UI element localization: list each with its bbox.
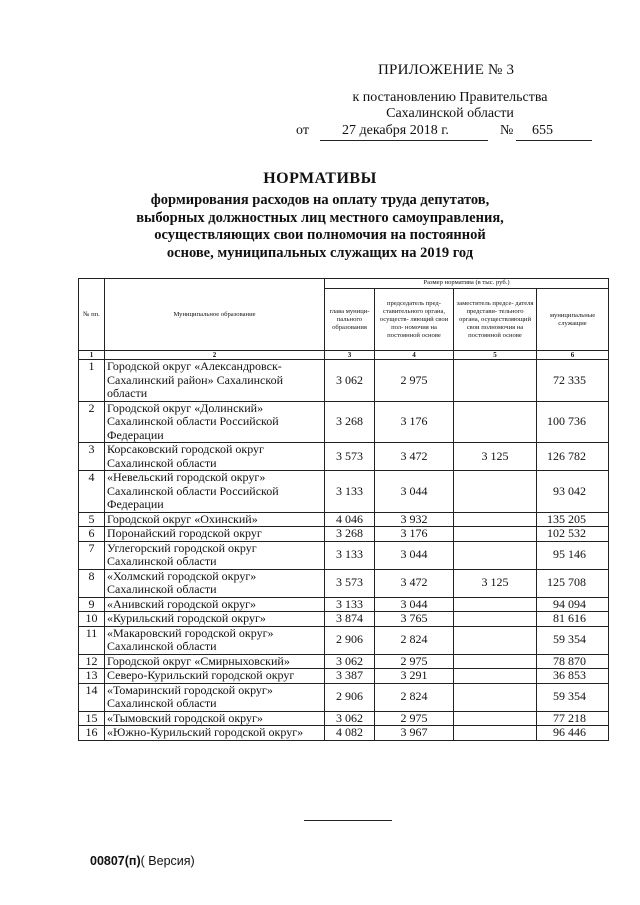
head-norm-value: 2 906	[325, 683, 375, 711]
chair-norm-value: 3 044	[375, 597, 454, 612]
head-norm-value: 3 573	[325, 443, 375, 471]
municipality-name: Северо-Курильский городской округ	[105, 669, 325, 684]
chair-norm-value: 2 824	[375, 683, 454, 711]
head-norm-value: 3 874	[325, 612, 375, 627]
document-subtitle	[0, 192, 640, 262]
deputy-norm-value	[454, 541, 537, 569]
table-row	[79, 597, 609, 612]
document-code-number: 00807(п)	[90, 854, 141, 868]
employees-norm-value: 81 616	[537, 612, 609, 627]
employees-norm-value: 93 042	[537, 471, 609, 513]
table-row	[79, 443, 609, 471]
chair-norm-value: 3 472	[375, 569, 454, 597]
row-number: 3	[79, 443, 105, 471]
column-header-head: глава муници- пального образования	[325, 289, 375, 351]
resolution-line: к постановлению Правительства	[352, 90, 548, 105]
column-header-municipality: Муниципальное образование	[105, 279, 325, 351]
employees-norm-value: 100 736	[537, 401, 609, 443]
head-norm-value: 3 387	[325, 669, 375, 684]
municipality-name: Поронайский городской округ	[105, 527, 325, 542]
table-row	[79, 654, 609, 669]
table-row	[79, 726, 609, 741]
employees-norm-value: 94 094	[537, 597, 609, 612]
municipality-name: Углегорский городской округ Сахалинской области	[105, 541, 325, 569]
row-number: 7	[79, 541, 105, 569]
head-norm-value: 3 133	[325, 541, 375, 569]
chair-norm-value: 2 975	[375, 654, 454, 669]
appendix-title: ПРИЛОЖЕНИЕ № 3	[378, 62, 515, 78]
municipality-name: «Тымовский городской округ»	[105, 711, 325, 726]
table-row	[79, 512, 609, 527]
row-number: 2	[79, 401, 105, 443]
municipality-name: Городской округ «Александровск-Сахалинский район» Сахалинской области	[105, 360, 325, 402]
subtitle-line: выборных должностных лиц местного самоуправления,	[136, 209, 504, 226]
number-label: №	[500, 123, 514, 138]
deputy-norm-value	[454, 512, 537, 527]
row-number: 12	[79, 654, 105, 669]
municipality-name: «Невельский городской округ» Сахалинской области Российской Федерации	[105, 471, 325, 513]
table-row	[79, 683, 609, 711]
row-number: 6	[79, 527, 105, 542]
subtitle-line: основе, муниципальных служащих на 2019 год	[166, 244, 474, 261]
document-code	[90, 854, 195, 868]
deputy-norm-value: 3 125	[454, 569, 537, 597]
municipality-name: Корсаковский городской округ Сахалинской области	[105, 443, 325, 471]
row-number: 1	[79, 360, 105, 402]
resolution-number: 655	[532, 123, 553, 138]
deputy-norm-value	[454, 612, 537, 627]
table-row	[79, 711, 609, 726]
column-number: 3	[325, 351, 375, 360]
deputy-norm-value	[454, 711, 537, 726]
table-body	[79, 360, 609, 741]
norms-table	[78, 278, 609, 741]
row-number: 8	[79, 569, 105, 597]
chair-norm-value: 3 176	[375, 527, 454, 542]
table-row	[79, 669, 609, 684]
municipality-name: Городской округ «Охинский»	[105, 512, 325, 527]
row-number: 10	[79, 612, 105, 627]
subtitle-line: осуществляющих свои полномочия на постоянной	[154, 227, 486, 243]
row-number: 5	[79, 512, 105, 527]
column-number: 6	[537, 351, 609, 360]
head-norm-value: 3 133	[325, 471, 375, 513]
row-number: 15	[79, 711, 105, 726]
employees-norm-value: 126 782	[537, 443, 609, 471]
chair-norm-value: 2 975	[375, 360, 454, 402]
head-norm-value: 3 062	[325, 711, 375, 726]
document-title: НОРМАТИВЫ	[263, 170, 377, 187]
municipality-name: «Южно-Курильский городской округ»	[105, 726, 325, 741]
table-row	[79, 401, 609, 443]
chair-norm-value: 3 291	[375, 669, 454, 684]
table-row	[79, 527, 609, 542]
employees-norm-value: 59 354	[537, 626, 609, 654]
region-line: Сахалинской области	[386, 106, 514, 121]
row-number: 9	[79, 597, 105, 612]
row-number: 14	[79, 683, 105, 711]
date-underline	[320, 140, 488, 141]
chair-norm-value: 3 176	[375, 401, 454, 443]
footer-divider	[304, 820, 392, 821]
head-norm-value: 3 268	[325, 401, 375, 443]
number-underline	[516, 140, 592, 141]
employees-norm-value: 77 218	[537, 711, 609, 726]
row-number: 13	[79, 669, 105, 684]
employees-norm-value: 96 446	[537, 726, 609, 741]
head-norm-value: 4 082	[325, 726, 375, 741]
deputy-norm-value: 3 125	[454, 443, 537, 471]
column-number: 1	[79, 351, 105, 360]
column-number: 5	[454, 351, 537, 360]
chair-norm-value: 2 975	[375, 711, 454, 726]
table-row	[79, 360, 609, 402]
chair-norm-value: 3 044	[375, 541, 454, 569]
table-row	[79, 569, 609, 597]
deputy-norm-value	[454, 401, 537, 443]
deputy-norm-value	[454, 726, 537, 741]
table-row	[79, 626, 609, 654]
municipality-name: Городской округ «Смирныховский»	[105, 654, 325, 669]
resolution-date-row	[296, 123, 616, 143]
employees-norm-value: 102 532	[537, 527, 609, 542]
municipality-name: «Анивский городской округ»	[105, 597, 325, 612]
employees-norm-value: 36 853	[537, 669, 609, 684]
deputy-norm-value	[454, 597, 537, 612]
column-number: 4	[375, 351, 454, 360]
chair-norm-value: 3 765	[375, 612, 454, 627]
column-number: 2	[105, 351, 325, 360]
head-norm-value: 3 268	[325, 527, 375, 542]
municipality-name: «Томаринский городской округ» Сахалинской области	[105, 683, 325, 711]
employees-norm-value: 125 708	[537, 569, 609, 597]
deputy-norm-value	[454, 360, 537, 402]
deputy-norm-value	[454, 471, 537, 513]
chair-norm-value: 3 932	[375, 512, 454, 527]
document-version: ( Версия)	[140, 854, 195, 868]
head-norm-value: 3 573	[325, 569, 375, 597]
row-number: 4	[79, 471, 105, 513]
column-header-norm-size: Размер норматива (в тыс. руб.)	[325, 279, 609, 289]
deputy-norm-value	[454, 626, 537, 654]
employees-norm-value: 72 335	[537, 360, 609, 402]
deputy-norm-value	[454, 683, 537, 711]
head-norm-value: 2 906	[325, 626, 375, 654]
municipality-name: «Холмский городской округ» Сахалинской области	[105, 569, 325, 597]
municipality-name: Городской округ «Долинский» Сахалинской области Российской Федерации	[105, 401, 325, 443]
municipality-name: «Курильский городской округ»	[105, 612, 325, 627]
row-number: 16	[79, 726, 105, 741]
head-norm-value: 4 046	[325, 512, 375, 527]
table-row	[79, 471, 609, 513]
employees-norm-value: 78 870	[537, 654, 609, 669]
row-number: 11	[79, 626, 105, 654]
column-header-employees: муниципальные служащие	[537, 289, 609, 351]
resolution-date: 27 декабря 2018 г.	[342, 123, 449, 138]
column-header-deputy: заместитель предсе- дателя представи- тельного органа, осуществляющий свои полномочия на постоянной основе	[454, 289, 537, 351]
deputy-norm-value	[454, 669, 537, 684]
deputy-norm-value	[454, 527, 537, 542]
head-norm-value: 3 062	[325, 360, 375, 402]
employees-norm-value: 59 354	[537, 683, 609, 711]
column-header-number: № пп.	[79, 279, 105, 351]
chair-norm-value: 3 044	[375, 471, 454, 513]
chair-norm-value: 3 472	[375, 443, 454, 471]
municipality-name: «Макаровский городской округ» Сахалинской области	[105, 626, 325, 654]
employees-norm-value: 95 146	[537, 541, 609, 569]
chair-norm-value: 2 824	[375, 626, 454, 654]
deputy-norm-value	[454, 654, 537, 669]
table-row	[79, 541, 609, 569]
head-norm-value: 3 062	[325, 654, 375, 669]
chair-norm-value: 3 967	[375, 726, 454, 741]
head-norm-value: 3 133	[325, 597, 375, 612]
table-row	[79, 612, 609, 627]
employees-norm-value: 135 205	[537, 512, 609, 527]
subtitle-line: формирования расходов на оплату труда депутатов,	[150, 192, 490, 208]
column-header-chair: председатель пред- ставительного органа, осуществ- ляющий свои пол- номочия на постоянной основе	[375, 289, 454, 351]
from-label: от	[296, 123, 309, 138]
